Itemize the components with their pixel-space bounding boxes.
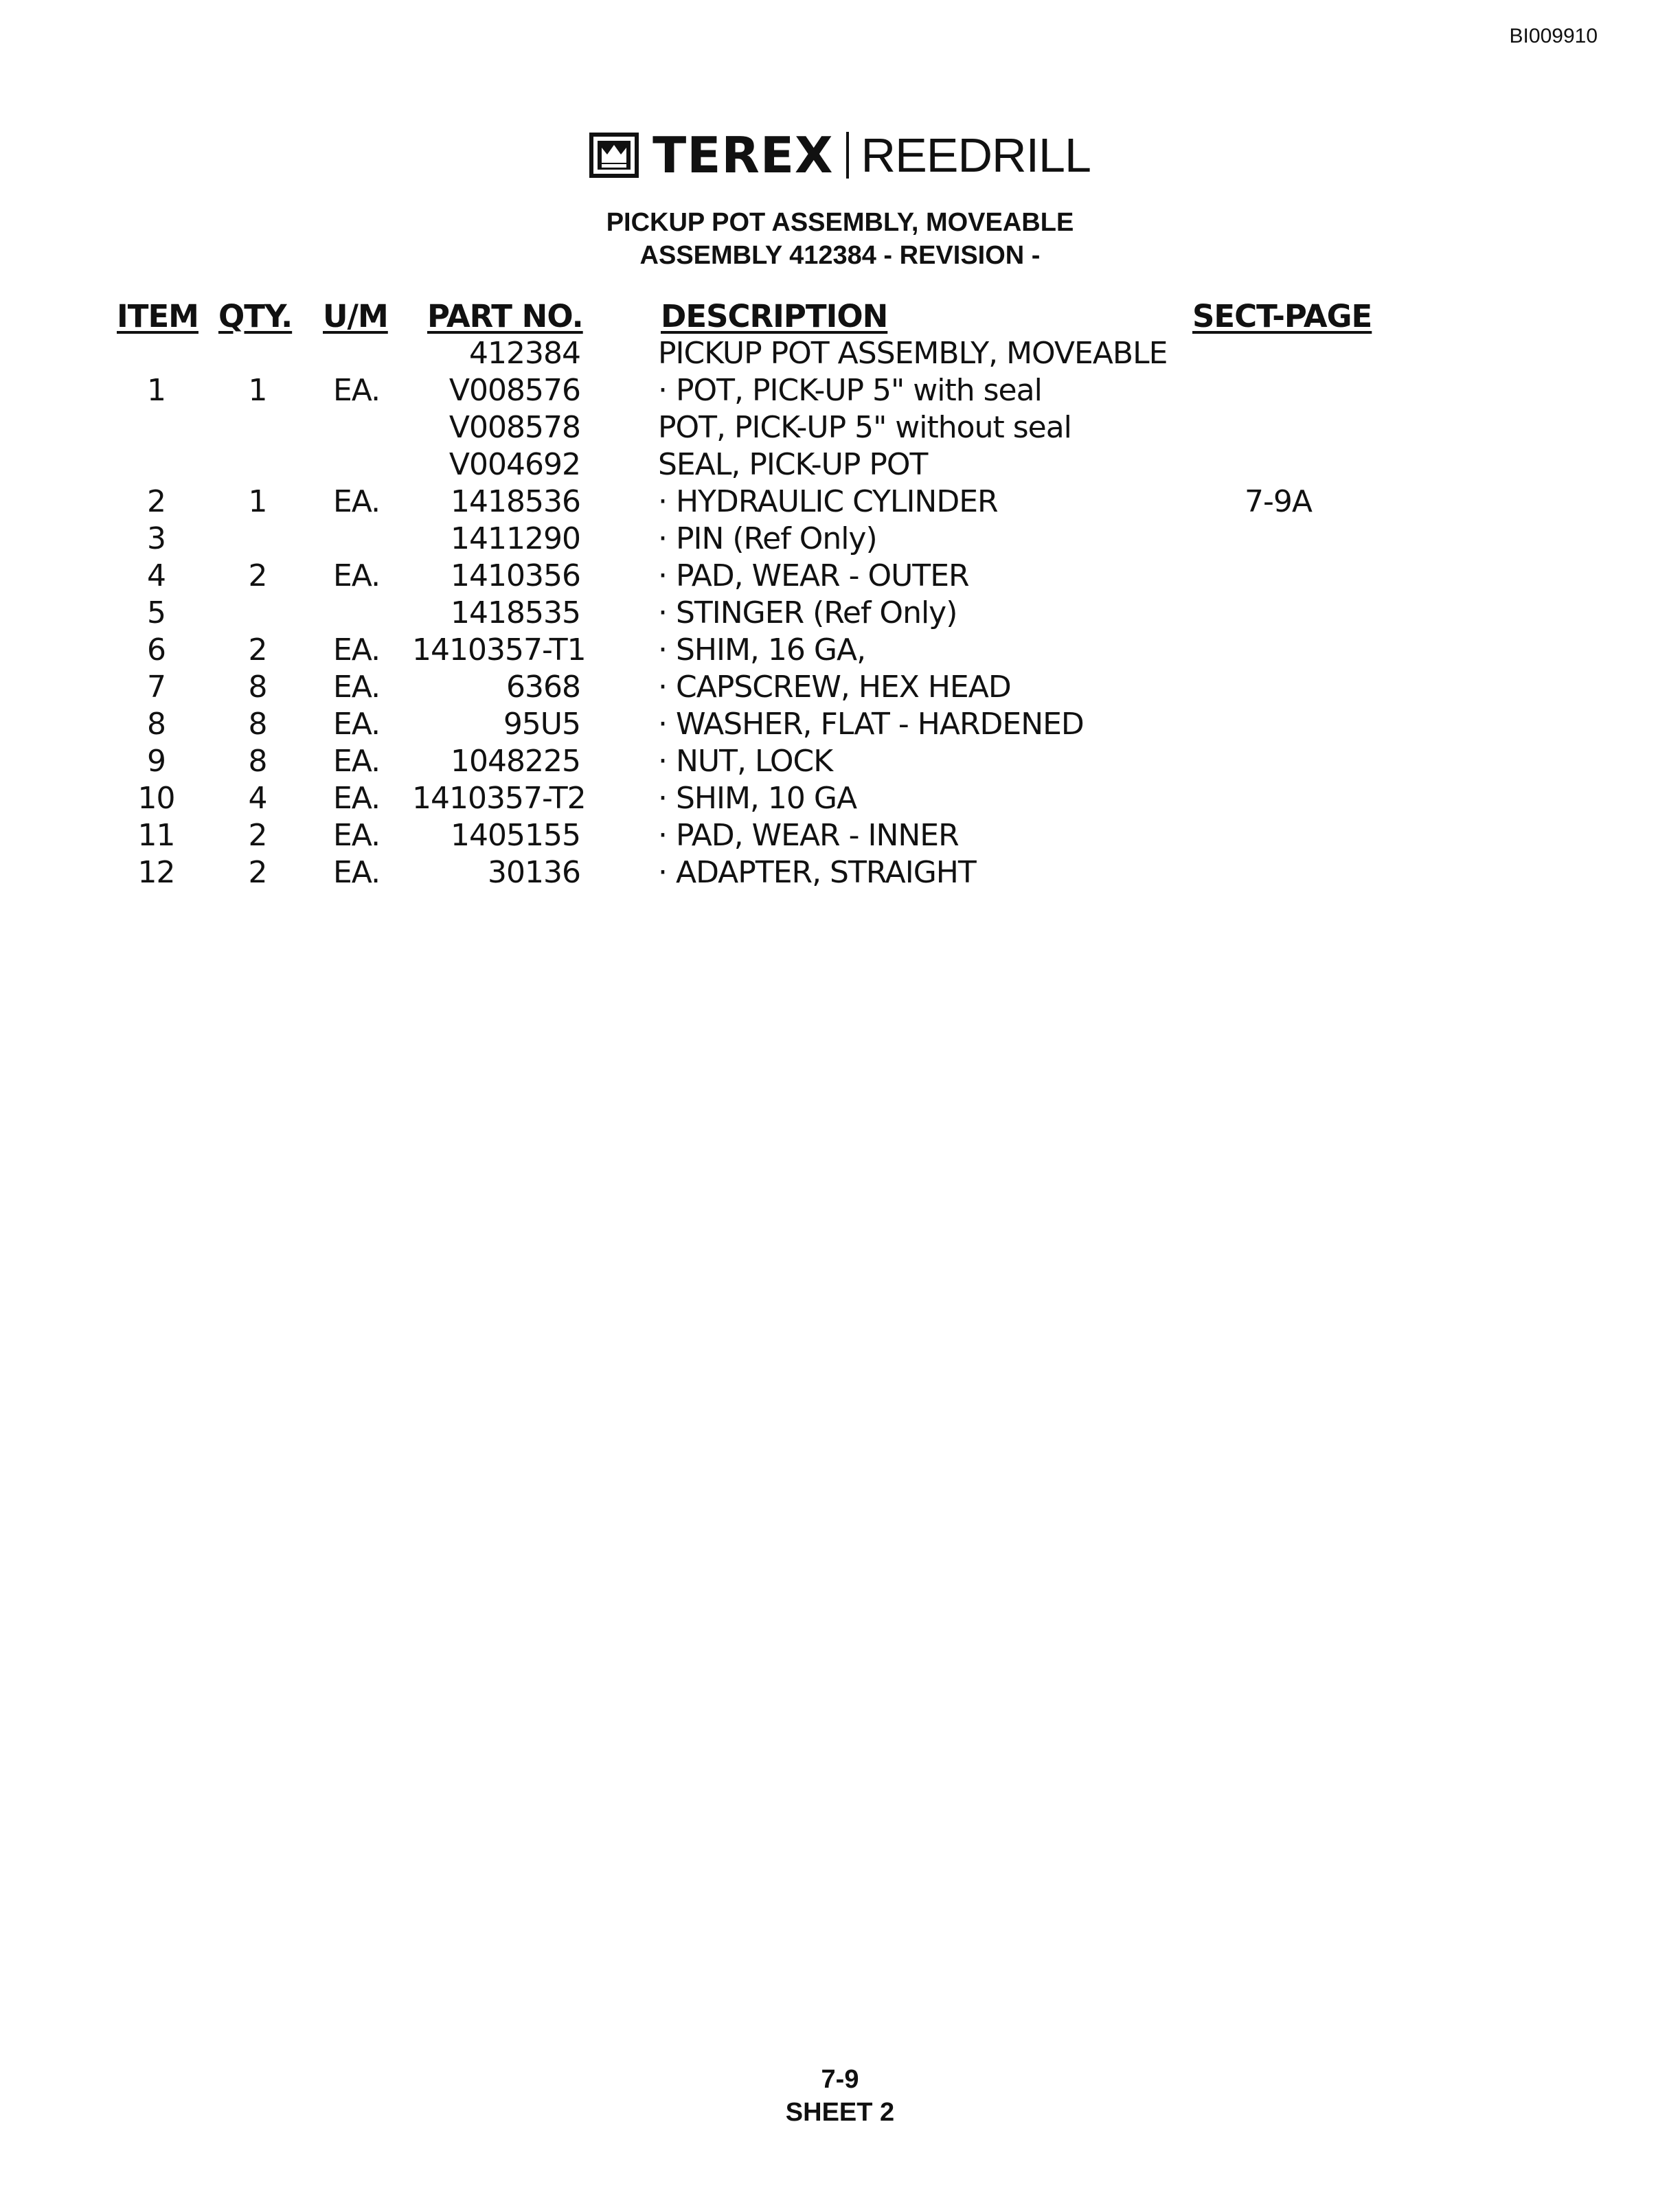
cell-part-no: 6368 [506, 670, 580, 705]
table-row [0, 521, 1680, 558]
header-sect-page: SECT-PAGE [1192, 298, 1372, 334]
header-qty: QTY. [218, 298, 293, 334]
cell-description: · PAD, WEAR - INNER [658, 818, 959, 853]
cell-part-no: 1405155 [451, 818, 580, 853]
page-number: 7-9 [821, 2065, 859, 2094]
cell-item: 8 [147, 707, 166, 742]
cell-part-no: 1410357-T2 [412, 781, 586, 816]
cell-um: EA. [333, 744, 381, 779]
assembly-subtitle: ASSEMBLY 412384 - REVISION - [639, 241, 1041, 270]
cell-um: EA. [333, 373, 381, 408]
cell-description: · STINGER (Ref Only) [658, 595, 957, 630]
cell-description: PICKUP POT ASSEMBLY, MOVEABLE [658, 336, 1168, 371]
cell-qty: 2 [248, 818, 267, 853]
parts-table [0, 298, 1680, 891]
table-row [0, 780, 1680, 817]
table-row [0, 409, 1680, 446]
cell-description: POT, PICK-UP 5" without seal [658, 410, 1071, 445]
sheet-number: SHEET 2 [785, 2098, 895, 2127]
document-id: BI009910 [1509, 25, 1598, 47]
cell-item: 11 [137, 818, 175, 853]
cell-item: 12 [137, 855, 175, 890]
cell-qty: 1 [248, 373, 267, 408]
cell-description: · SHIM, 10 GA [658, 781, 857, 816]
cell-part-no: V008578 [449, 410, 580, 445]
header-part-no: PART NO. [427, 298, 583, 334]
header-item: ITEM [117, 298, 198, 334]
cell-part-no: 95U5 [503, 707, 580, 742]
table-header [0, 298, 1680, 335]
cell-item: 5 [147, 595, 166, 630]
table-row [0, 558, 1680, 595]
cell-part-no: 1048225 [451, 744, 580, 779]
cell-item: 4 [147, 558, 166, 593]
table-row [0, 743, 1680, 780]
cell-qty: 2 [248, 855, 267, 890]
cell-description: · NUT, LOCK [658, 744, 833, 779]
brand-logo [0, 126, 1680, 184]
table-row [0, 817, 1680, 854]
cell-item: 7 [147, 670, 166, 705]
cell-part-no: 1410356 [451, 558, 580, 593]
cell-item: 6 [147, 632, 166, 668]
cell-um: EA. [333, 855, 381, 890]
cell-part-no: 1418536 [451, 484, 580, 519]
table-row [0, 854, 1680, 891]
cell-item: 10 [137, 781, 175, 816]
table-row [0, 632, 1680, 669]
brand-name: TEREX [652, 126, 834, 184]
cell-qty: 4 [248, 781, 267, 816]
cell-part-no: V004692 [449, 447, 580, 482]
cell-um: EA. [333, 558, 381, 593]
assembly-title: PICKUP POT ASSEMBLY, MOVEABLE [606, 208, 1074, 237]
cell-description: SEAL, PICK-UP POT [658, 447, 928, 482]
header-description: DESCRIPTION [661, 298, 888, 334]
cell-um: EA. [333, 818, 381, 853]
cell-sect-page: 7-9A [1245, 484, 1312, 519]
terex-crown-logo-icon [589, 133, 639, 178]
cell-um: EA. [333, 781, 381, 816]
cell-qty: 8 [248, 670, 267, 705]
cell-part-no: 412384 [469, 336, 580, 371]
cell-description: · SHIM, 16 GA, [658, 632, 866, 668]
cell-description: · POT, PICK-UP 5" with seal [658, 373, 1042, 408]
table-row [0, 372, 1680, 409]
cell-description: · CAPSCREW, HEX HEAD [658, 670, 1011, 705]
header-um: U/M [323, 298, 388, 334]
table-row [0, 706, 1680, 743]
table-row [0, 595, 1680, 632]
cell-description: · PAD, WEAR - OUTER [658, 558, 969, 593]
cell-part-no: V008576 [449, 373, 580, 408]
table-row [0, 446, 1680, 483]
cell-item: 3 [147, 521, 166, 556]
cell-qty: 1 [248, 484, 267, 519]
cell-description: · WASHER, FLAT - HARDENED [658, 707, 1084, 742]
cell-part-no: 1411290 [451, 521, 580, 556]
cell-um: EA. [333, 632, 381, 668]
cell-qty: 8 [248, 744, 267, 779]
cell-um: EA. [333, 707, 381, 742]
logo-divider [846, 132, 849, 179]
cell-qty: 8 [248, 707, 267, 742]
cell-part-no: 1418535 [451, 595, 580, 630]
cell-item: 1 [147, 373, 166, 408]
cell-description: · ADAPTER, STRAIGHT [658, 855, 976, 890]
table-row [0, 669, 1680, 706]
cell-item: 9 [147, 744, 166, 779]
cell-description: · PIN (Ref Only) [658, 521, 877, 556]
cell-um: EA. [333, 670, 381, 705]
cell-qty: 2 [248, 632, 267, 668]
table-row [0, 335, 1680, 372]
cell-um: EA. [333, 484, 381, 519]
cell-part-no: 1410357-T1 [412, 632, 586, 668]
cell-qty: 2 [248, 558, 267, 593]
cell-description: · HYDRAULIC CYLINDER [658, 484, 998, 519]
product-name: REEDRILL [861, 128, 1091, 182]
cell-part-no: 30136 [488, 855, 580, 890]
cell-item: 2 [147, 484, 166, 519]
table-row [0, 483, 1680, 521]
